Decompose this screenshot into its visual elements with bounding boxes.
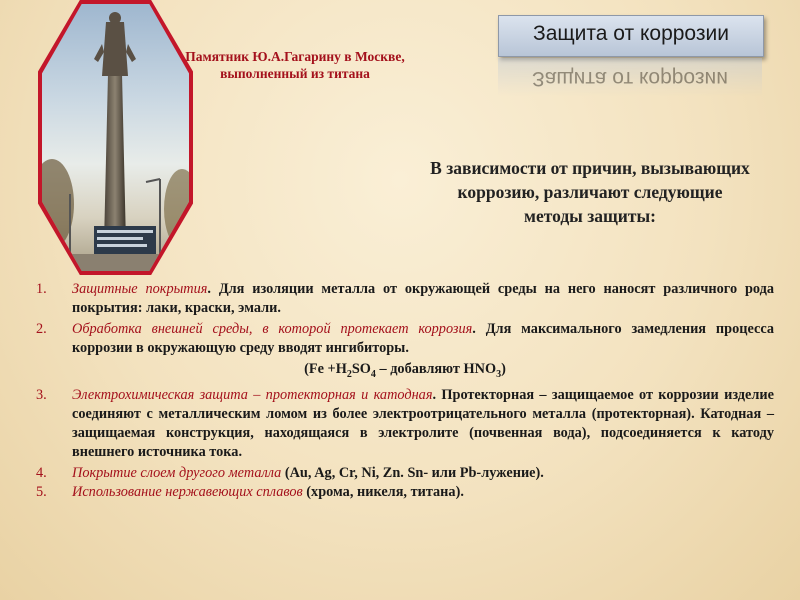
method-term: Покрытие слоем другого металла — [72, 464, 282, 481]
method-term: Использование нержавеющих сплавов — [72, 483, 303, 500]
method-number: 2. — [36, 321, 47, 337]
method-text: . Для максимального замедления процесса коррозии в окружающую среду вводят ингибиторы. — [72, 321, 774, 356]
method-text: (Au, Ag, Cr, Ni, Zn. Sn- или Pb-лужение). — [281, 464, 544, 481]
method-number: 3. — [36, 386, 47, 403]
method-item — [36, 320, 774, 358]
photo-caption — [150, 48, 440, 82]
caption-line-2: выполненный из титана — [220, 66, 370, 81]
method-term: Электрохимическая защита – протекторная и катодная — [72, 386, 433, 403]
method-item — [36, 386, 774, 462]
equation-subscript: 3 — [496, 368, 502, 380]
photo-frame — [38, 0, 193, 275]
method-number: 1. — [36, 281, 47, 297]
slide-title-reflection: Защита от коррозии — [532, 67, 728, 90]
slide-title: Защита от коррозии — [533, 22, 729, 45]
method-item — [36, 464, 774, 483]
method-number: 4. — [36, 464, 47, 481]
equation-part: SO — [351, 361, 371, 377]
equation-part: (Fe +H — [304, 361, 347, 377]
inhibitor-equation — [36, 360, 774, 384]
title-box — [498, 15, 764, 57]
intro-text: В зависимости от причин, вызывающих коррозию, различают следующие методы защиты: — [430, 158, 750, 226]
caption-line-1: Памятник Ю.А.Гагарину в Москве, — [185, 49, 405, 64]
method-number: 5. — [36, 483, 47, 500]
monument-illustration — [42, 4, 189, 271]
method-term: Защитные покрытия — [72, 281, 208, 297]
method-item — [36, 280, 774, 318]
equation-subscript: 2 — [346, 368, 352, 380]
methods-list — [36, 280, 774, 502]
method-item — [36, 483, 774, 502]
title-reflection — [498, 58, 762, 96]
equation-part: ) — [501, 361, 506, 377]
method-term: Обработка внешней среды, в которой протекает коррозия — [72, 321, 473, 337]
method-text: . Протекторная – защищаемое от коррозии изделие соединяют с металлическим ломом из более электроотрицательного металла (протекторная). Катодная – защищаемая конструкция, находящаяся в электролите (почвенная вода), подсоединяется к катоду внешнего источника тока. — [72, 386, 774, 460]
equation-part: – добавляют HNO — [375, 361, 497, 377]
method-text: . Для изоляции металла от окружающей среды на него наносят различного рода покрытия: лаки, краски, эмали. — [72, 281, 775, 316]
equation-subscript: 4 — [370, 368, 376, 380]
method-text: (хрома, никеля, титана). — [302, 483, 464, 500]
monument-photo — [42, 4, 189, 271]
